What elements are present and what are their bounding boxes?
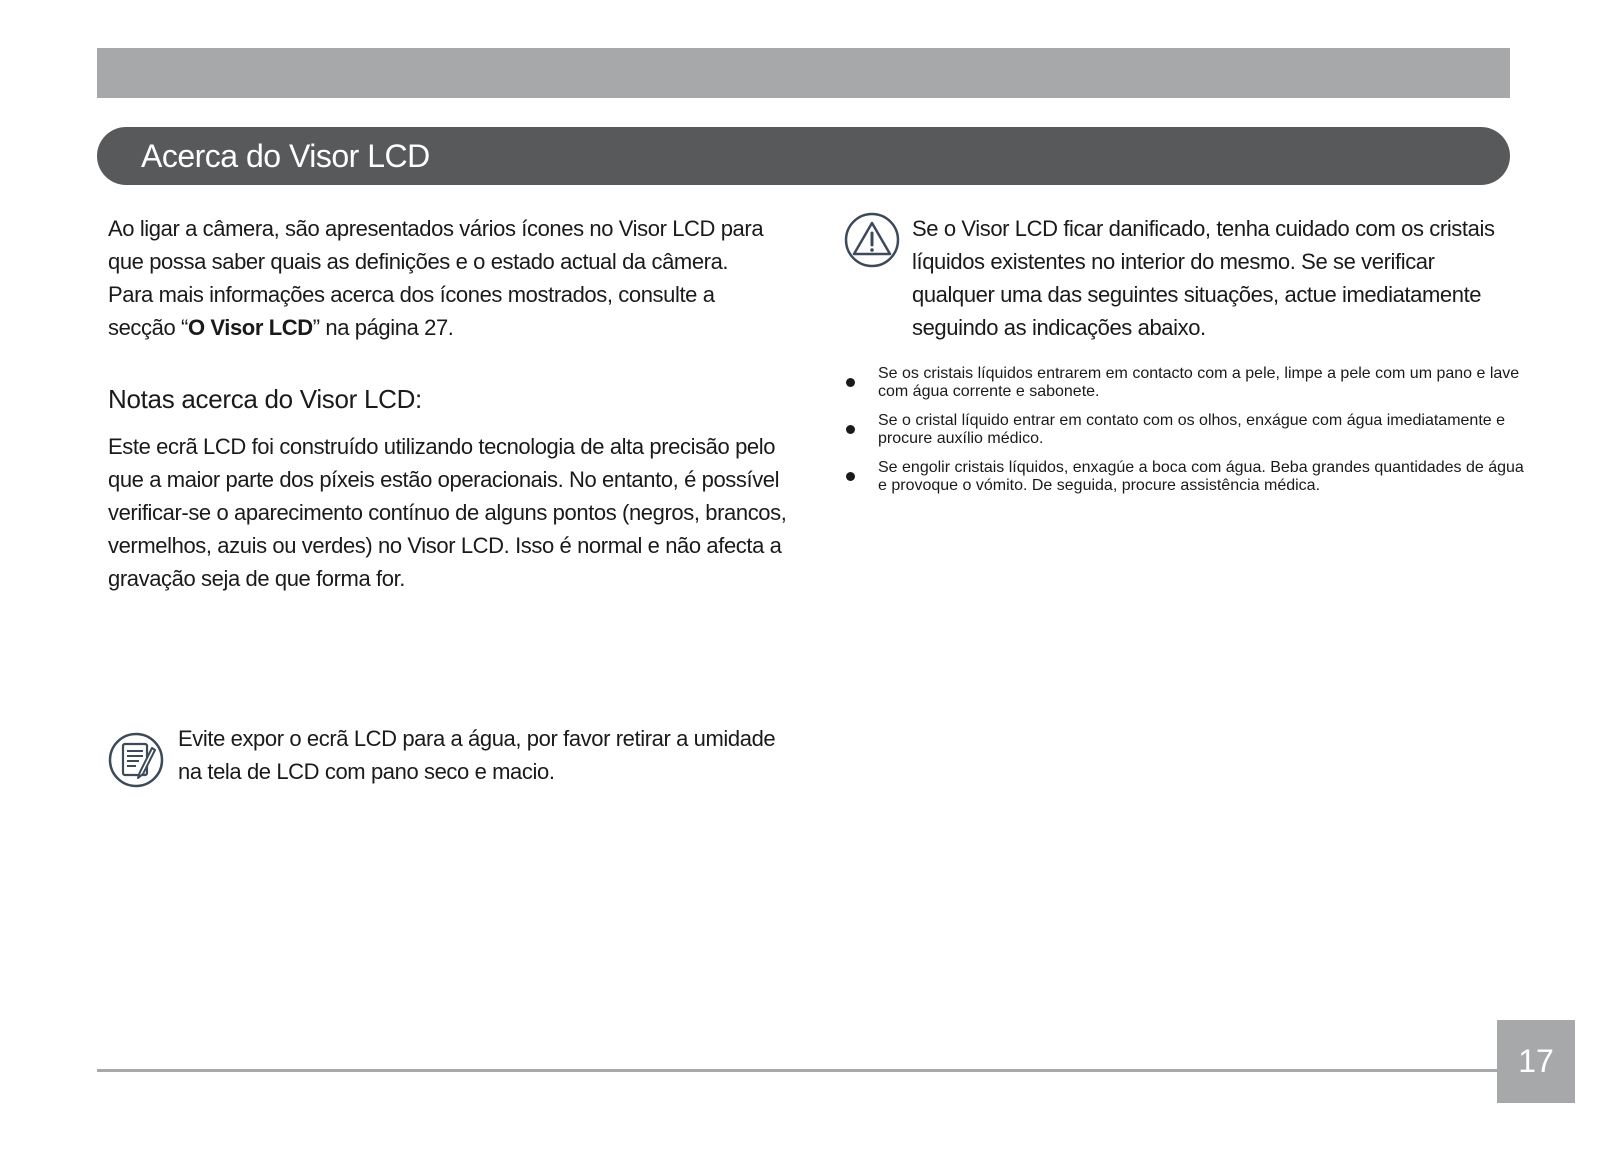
- intro-paragraph: [108, 212, 778, 344]
- intro-text-after: ” na página 27.: [312, 315, 454, 340]
- top-banner: [97, 48, 1510, 98]
- list-item: [844, 365, 1524, 401]
- memo-text: Evite expor o ecrã LCD para a água, por favor retirar a umidade na tela de LCD com pano seco e macio.: [178, 726, 776, 784]
- bullet-icon: [846, 378, 855, 387]
- list-item-text: Se os cristais líquidos entrarem em contacto com a pele, limpe a pele com um pano e lave com água corrente e sabonete.: [878, 365, 1520, 400]
- right-column: [844, 212, 1524, 494]
- page-number: 17: [1497, 1020, 1575, 1103]
- bullet-icon: [846, 425, 855, 434]
- list-item-text: Se engolir cristais líquidos, enxagúe a boca com água. Beba grandes quantidades de água e provoque o vómito. De seguida, procure assistência médica.: [878, 459, 1524, 494]
- page-title: Acerca do Visor LCD: [141, 138, 430, 174]
- footer-divider: [97, 1069, 1497, 1072]
- warning-note: [844, 212, 1514, 352]
- bullet-icon: [846, 472, 855, 481]
- section-title-bar: [97, 127, 1510, 185]
- notes-paragraph: Este ecrã LCD foi construído utilizando tecnologia de alta precisão pelo que a maior parte dos píxeis estão operacionais. No entanto, é possível verificar-se o aparecimento contínuo de alguns pontos (negros, brancos, vermelhos, azuis ou verdes) no Visor LCD. Isso é normal e não afecta a gravação seja de que forma for.: [108, 434, 787, 591]
- intro-text-before: Ao ligar a câmera, são apresentados vários ícones no Visor LCD para que possa saber quais as definições e o estado actual da câmera. Para mais informações acerca dos ícones mostrados, consulte a secção “: [108, 216, 764, 340]
- warning-list: [844, 365, 1524, 506]
- left-column: [108, 212, 788, 784]
- memo-note-icon: [108, 732, 164, 788]
- list-item-text: Se o cristal líquido entrar em contato com os olhos, enxágue com água imediatamente e procure auxílio médico.: [878, 412, 1506, 447]
- notes-heading: Notas acerca do Visor LCD:: [108, 384, 422, 414]
- list-item: [844, 459, 1524, 495]
- list-item: [844, 412, 1524, 448]
- warning-triangle-icon: [844, 212, 900, 268]
- warning-text: Se o Visor LCD ficar danificado, tenha cuidado com os cristais líquidos existentes no interior do mesmo. Se se verificar qualquer uma das seguintes situações, actue imediatamente seguindo as indicações abaixo.: [912, 216, 1495, 340]
- intro-bold-reference: O Visor LCD: [187, 315, 313, 340]
